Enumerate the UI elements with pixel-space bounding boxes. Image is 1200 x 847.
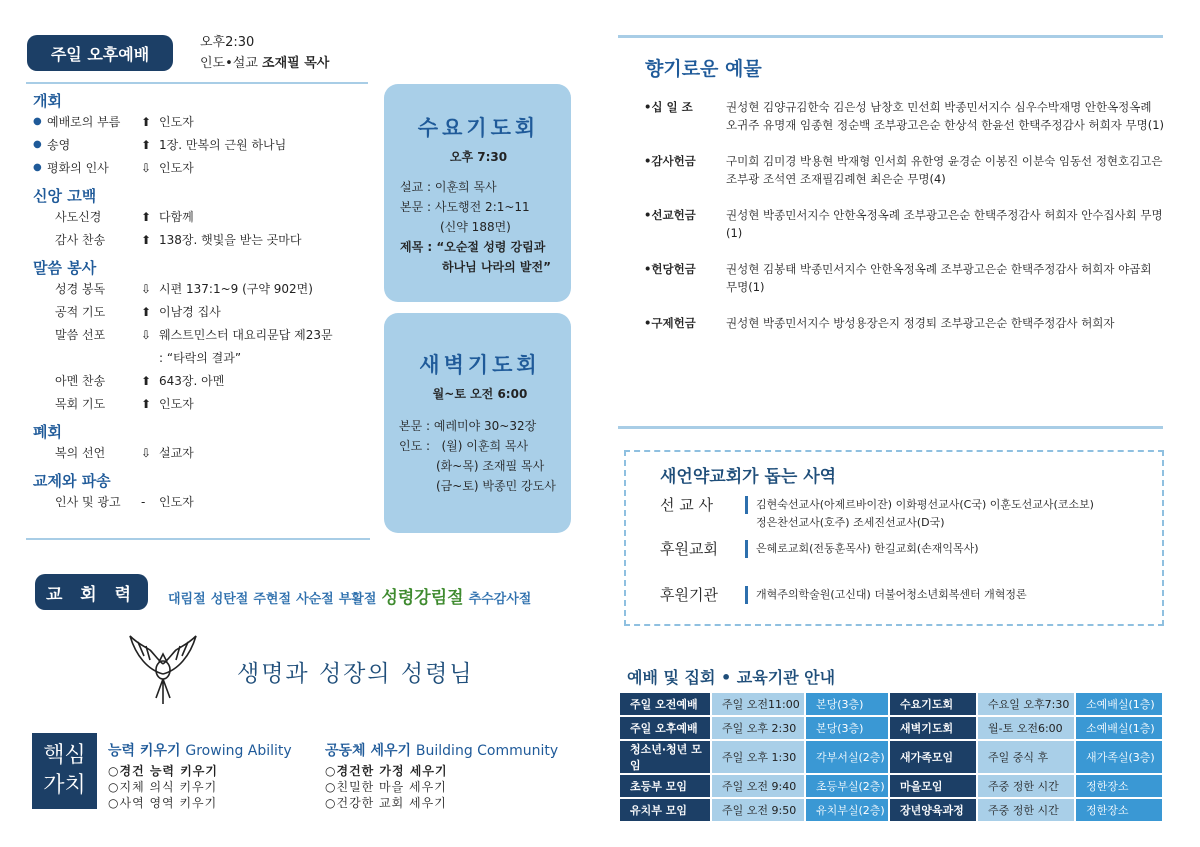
guide-cell: 소예배실(1층) bbox=[1075, 692, 1163, 716]
wed-l2k: 본문 : bbox=[400, 200, 432, 214]
offering-type: •구제헌금 bbox=[644, 316, 696, 330]
offering-list bbox=[644, 98, 1174, 350]
guide-cell: 소예배실(1층) bbox=[1075, 716, 1163, 740]
core1-title: 능력 키우기 bbox=[108, 743, 181, 759]
cal-current: 성령강림절 bbox=[381, 588, 464, 608]
guide-row bbox=[619, 716, 1163, 740]
core2-title: 공동체 세우기 bbox=[325, 743, 412, 759]
mission-category: 후원기관 bbox=[660, 586, 748, 604]
divider bbox=[618, 35, 1163, 38]
order-row bbox=[33, 300, 373, 323]
order-section-title: 교제와 파송 bbox=[33, 472, 111, 490]
order-arrow: ⬆ bbox=[141, 304, 152, 319]
offering-item bbox=[644, 206, 1174, 242]
order-section-title: 폐회 bbox=[33, 423, 62, 441]
order-row bbox=[33, 110, 373, 133]
mission-row bbox=[660, 540, 1150, 558]
cal-item: 추수감사절 bbox=[468, 592, 532, 607]
order-row bbox=[33, 205, 373, 228]
offering-names: 구미희 김미경 박용현 박재형 인서희 유한영 윤경순 이봉진 이분숙 임동선 정현호김고은 조부광 조석연 조재필김례현 최은순 무명(4) bbox=[726, 154, 1163, 186]
order-arrow: ⇩ bbox=[141, 445, 152, 460]
offering-title: 향기로운 예물 bbox=[645, 58, 762, 80]
guide-cell: 수요일 오후7:30 bbox=[977, 692, 1075, 716]
dawn-prayer-box bbox=[384, 313, 571, 533]
mission-value: 김현숙선교사(아제르바이잔) 이화평선교사(C국) 이훈도선교사(코소보) bbox=[756, 498, 1094, 511]
core2-en: Building Community bbox=[415, 743, 559, 759]
order-arrow: ⬆ bbox=[141, 373, 152, 388]
guide-cell: 주중 정한 시간 bbox=[977, 774, 1075, 798]
order-label: 아멘 찬송 bbox=[55, 374, 106, 388]
cal-item: 부활절 bbox=[338, 592, 377, 607]
order-row bbox=[33, 156, 373, 179]
guide-cell: 주일 오전 9:40 bbox=[711, 774, 805, 798]
offering-type: •감사헌금 bbox=[644, 154, 696, 168]
guide-cell: 본당(3층) bbox=[805, 692, 889, 716]
offering-type: •헌당헌금 bbox=[644, 262, 696, 276]
order-value: 시편 137:1~9 (구약 902면) bbox=[159, 282, 313, 296]
core1-item: ○경건 능력 키우기 bbox=[108, 764, 218, 778]
order-label: 말씀 선포 bbox=[55, 328, 106, 342]
order-arrow: ⇩ bbox=[141, 281, 152, 296]
order-label: 인사 및 광고 bbox=[55, 495, 121, 509]
order-label: 공적 기도 bbox=[55, 305, 106, 319]
calendar-badge: 교 회 력 bbox=[35, 574, 148, 610]
order-value: 인도자 bbox=[159, 161, 194, 175]
order-bullet: ● bbox=[33, 116, 42, 127]
order-row bbox=[33, 392, 373, 415]
order-row bbox=[33, 369, 373, 392]
guide-cell: 주일 오전11:00 bbox=[711, 692, 805, 716]
dawn-leader-mon: (월) 이훈희 목사 bbox=[441, 439, 529, 453]
core-value-community bbox=[325, 740, 558, 811]
divider bbox=[618, 426, 1163, 429]
order-section-title: 말씀 봉사 bbox=[33, 259, 97, 277]
order-section-title: 신앙 고백 bbox=[33, 187, 97, 205]
order-row bbox=[33, 323, 373, 346]
order-label: 예배로의 부름 bbox=[47, 115, 121, 129]
guide-cell: 초등부 모임 bbox=[619, 774, 711, 798]
dawn-leader-tue: (화~목) 조재필 목사 bbox=[436, 459, 545, 473]
guide-row bbox=[619, 774, 1163, 798]
order-label: 평화의 인사 bbox=[47, 161, 109, 175]
dawn-text: 본문 : 예레미야 30~32장 bbox=[399, 419, 537, 433]
guide-cell: 주일 오전예배 bbox=[619, 692, 711, 716]
order-arrow: ⬆ bbox=[141, 114, 152, 129]
worship-order bbox=[33, 90, 373, 513]
wed-sermon-title: “오순절 성령 강림과 bbox=[436, 240, 546, 254]
wed-l1k: 설교 : bbox=[400, 180, 432, 194]
order-label: 사도신경 bbox=[55, 210, 102, 224]
guide-cell: 주일 오후 2:30 bbox=[711, 716, 805, 740]
order-row bbox=[33, 228, 373, 251]
mission-row bbox=[660, 496, 1150, 532]
mission-row bbox=[660, 586, 1150, 604]
guide-row bbox=[619, 740, 1163, 774]
core-value-ability bbox=[108, 740, 292, 811]
cal-item: 사순절 bbox=[296, 592, 334, 607]
order-bullet: ● bbox=[33, 162, 42, 173]
order-value: : “타락의 결과” bbox=[159, 351, 242, 365]
guide-cell: 새가족모임 bbox=[889, 740, 977, 774]
core1-item: ○지체 의식 키우기 bbox=[108, 780, 218, 794]
order-value: 138장. 햇빛을 받는 곳마다 bbox=[159, 233, 302, 247]
guide-cell: 주일 중식 후 bbox=[977, 740, 1075, 774]
guide-cell: 정한장소 bbox=[1075, 774, 1163, 798]
wed-text-page: (신약 188면) bbox=[440, 220, 511, 234]
guide-cell: 새벽기도회 bbox=[889, 716, 977, 740]
order-arrow: ⬆ bbox=[141, 209, 152, 224]
mission-list bbox=[660, 496, 1150, 616]
calendar-theme: 생명과 성장의 성령님 bbox=[237, 661, 474, 687]
order-value: 인도자 bbox=[159, 115, 194, 129]
guide-cell: 장년양육과정 bbox=[889, 798, 977, 822]
wednesday-prayer-box bbox=[384, 84, 571, 302]
order-row bbox=[33, 490, 373, 513]
mission-value: 은혜로교회(전동훈목사) 한길교회(손재익목사) bbox=[756, 542, 979, 555]
order-value: 설교자 bbox=[159, 446, 194, 460]
wed-sermon-title-2: 하나님 나라의 발전” bbox=[442, 260, 551, 274]
core2-item: ○친밀한 마을 세우기 bbox=[325, 780, 447, 794]
order-arrow: ⇩ bbox=[141, 327, 152, 342]
pm-leader-label: 인도•설교 bbox=[200, 56, 258, 71]
wednesday-title: 수요기도회 bbox=[417, 116, 540, 140]
guide-cell: 주중 정한 시간 bbox=[977, 798, 1075, 822]
pm-service-info bbox=[200, 32, 329, 74]
order-row bbox=[33, 277, 373, 300]
order-value: 인도자 bbox=[159, 495, 194, 509]
wed-text: 사도행전 2:1~11 bbox=[434, 200, 530, 214]
order-arrow: ⬆ bbox=[141, 137, 152, 152]
offering-names: 권성현 박종민서지수 안한옥정옥례 조부광고은순 한택주정감사 허희자 안수집사회 무명(1) bbox=[726, 208, 1163, 240]
cal-item: 주현절 bbox=[253, 592, 292, 607]
order-arrow: ⬆ bbox=[141, 232, 152, 247]
dawn-leader-fri: (금~토) 박종민 강도사 bbox=[436, 479, 556, 493]
guide-cell: 정한장소 bbox=[1075, 798, 1163, 822]
order-label: 복의 선언 bbox=[55, 446, 106, 460]
guide-cell: 주일 오후 1:30 bbox=[711, 740, 805, 774]
order-label: 송영 bbox=[47, 138, 71, 152]
order-row bbox=[33, 133, 373, 156]
order-value: 643장. 아멘 bbox=[159, 374, 225, 388]
offering-names: 권성현 박종민서지수 방성용장은지 정경퇴 조부광고은순 한택주정감사 허희자 bbox=[726, 316, 1115, 330]
order-value: 이남경 집사 bbox=[159, 305, 221, 319]
core2-item: ○경건한 가정 세우기 bbox=[325, 764, 448, 778]
mission-category: 선 교 사 bbox=[660, 496, 748, 514]
pm-service-badge: 주일 오후예배 bbox=[27, 35, 173, 71]
guide-cell: 주일 오전 9:50 bbox=[711, 798, 805, 822]
dawn-time: 월~토 오전 6:00 bbox=[432, 387, 528, 401]
offering-type: •십 일 조 bbox=[644, 100, 693, 114]
core-values-badge bbox=[32, 733, 97, 809]
order-row bbox=[33, 441, 373, 464]
guide-cell: 본당(3층) bbox=[805, 716, 889, 740]
core1-item: ○사역 영역 키우기 bbox=[108, 796, 218, 810]
mission-value: 개혁주의학술원(고신대) 더불어청소년회복센터 개혁정론 bbox=[756, 588, 1027, 601]
guide-cell: 수요기도회 bbox=[889, 692, 977, 716]
dawn-title: 새벽기도회 bbox=[419, 353, 541, 377]
guide-cell: 새가족실(3층) bbox=[1075, 740, 1163, 774]
order-value: 인도자 bbox=[159, 397, 194, 411]
guide-cell: 각부서실(2층) bbox=[805, 740, 889, 774]
order-arrow: ⬆ bbox=[141, 396, 152, 411]
order-arrow: ⇩ bbox=[141, 160, 152, 175]
dove-icon bbox=[128, 632, 198, 706]
guide-cell: 마을모임 bbox=[889, 774, 977, 798]
guide-cell: 유치부실(2층) bbox=[805, 798, 889, 822]
mission-value: 정은찬선교사(호주) 조세진선교사(D국) bbox=[756, 516, 945, 529]
offering-item bbox=[644, 152, 1174, 188]
guide-cell: 청소년·청년 모임 bbox=[619, 740, 711, 774]
divider bbox=[26, 82, 368, 84]
order-value: 웨스트민스터 대요리문답 제23문 bbox=[159, 328, 333, 342]
divider bbox=[26, 538, 370, 540]
offering-type: •선교헌금 bbox=[644, 208, 696, 222]
order-arrow: - bbox=[141, 494, 146, 509]
guide-table bbox=[618, 691, 1164, 823]
offering-item bbox=[644, 98, 1174, 134]
wed-l3k: 제목 : bbox=[400, 240, 433, 254]
order-value: 1장. 만복의 근원 하나님 bbox=[159, 138, 287, 152]
wednesday-time: 오후 7:30 bbox=[449, 150, 508, 164]
core-badge-1: 핵심 bbox=[43, 743, 86, 768]
mission-category: 후원교회 bbox=[660, 540, 748, 558]
guide-title: 예배 및 집회 • 교육기관 안내 bbox=[627, 668, 836, 687]
offering-item bbox=[644, 314, 1174, 332]
guide-cell: 초등부실(2층) bbox=[805, 774, 889, 798]
order-row bbox=[33, 346, 373, 369]
guide-cell: 주일 오후예배 bbox=[619, 716, 711, 740]
cal-item: 대림절 bbox=[168, 592, 206, 607]
order-section-title: 개회 bbox=[33, 92, 62, 110]
core1-en: Growing Ability bbox=[185, 743, 292, 759]
order-value: 다함께 bbox=[159, 210, 194, 224]
offering-item bbox=[644, 260, 1174, 296]
guide-row bbox=[619, 798, 1163, 822]
dawn-l2k: 인도 : bbox=[399, 439, 431, 453]
cal-item: 성탄절 bbox=[210, 592, 249, 607]
offering-names: 권성현 김양규김한숙 김은성 남창호 민선희 박종민서지수 심우수박재명 안한옥정옥례 오귀주 유명재 임종현 정순백 조부광고은순 한상석 한윤선 한택주정감사 허희자 무명(1) bbox=[726, 100, 1165, 132]
order-label: 감사 찬송 bbox=[55, 233, 106, 247]
pm-leader: 조재필 목사 bbox=[262, 56, 330, 71]
mission-title: 새언약교회가 돕는 사역 bbox=[660, 467, 837, 487]
guide-cell: 월-토 오전6:00 bbox=[977, 716, 1075, 740]
order-label: 목회 기도 bbox=[55, 397, 106, 411]
wed-preacher: 이훈희 목사 bbox=[434, 180, 497, 194]
core-badge-2: 가치 bbox=[43, 773, 86, 798]
guide-row bbox=[619, 692, 1163, 716]
pm-service-time: 오후2:30 bbox=[200, 35, 255, 50]
order-label: 성경 봉독 bbox=[55, 282, 106, 296]
guide-cell: 유치부 모임 bbox=[619, 798, 711, 822]
order-bullet: ● bbox=[33, 139, 42, 150]
offering-names: 권성현 김봉태 박종민서지수 안한옥정옥례 조부광고은순 한택주정감사 허희자 야곱회 무명(1) bbox=[726, 262, 1152, 294]
church-calendar bbox=[168, 583, 536, 608]
core2-item: ○건강한 교회 세우기 bbox=[325, 796, 447, 810]
